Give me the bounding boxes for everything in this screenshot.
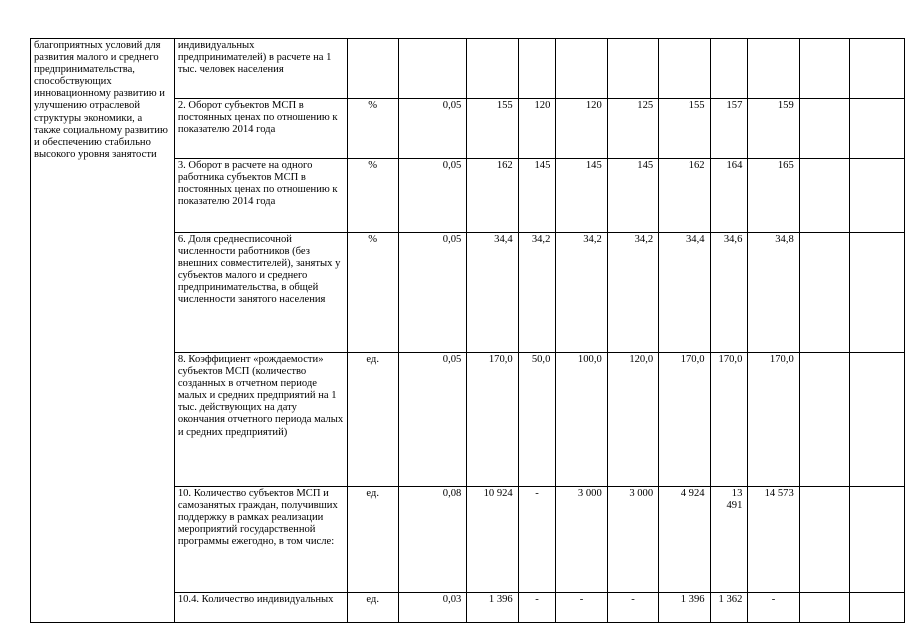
unit-cell: % xyxy=(347,99,398,159)
value-cell: 34,8 xyxy=(748,233,799,353)
value-cell xyxy=(850,487,905,593)
value-cell: 164 xyxy=(710,159,748,233)
value-cell xyxy=(556,39,607,99)
value-cell: 34,2 xyxy=(556,233,607,353)
unit-cell: ед. xyxy=(347,593,398,623)
value-cell: 145 xyxy=(556,159,607,233)
value-cell: 34,4 xyxy=(467,233,518,353)
value-cell: 50,0 xyxy=(518,353,556,487)
value-cell: 13 491 xyxy=(710,487,748,593)
value-cell: - xyxy=(556,593,607,623)
unit-cell xyxy=(347,39,398,99)
value-cell: 34,2 xyxy=(607,233,658,353)
indicator-cell: индивидуальных предпринимателей) в расчете на 1 тыс. человек населения xyxy=(174,39,347,99)
value-cell xyxy=(799,233,850,353)
indicator-cell: 10. Количество субъектов МСП и самозанятых граждан, получивших поддержку в рамках реализации мероприятий государственной программы ежегодно, в том числе: xyxy=(174,487,347,593)
value-cell xyxy=(799,39,850,99)
value-cell: 125 xyxy=(607,99,658,159)
value-cell: 170,0 xyxy=(748,353,799,487)
value-cell: - xyxy=(607,593,658,623)
table-row xyxy=(31,39,905,99)
value-cell xyxy=(799,593,850,623)
value-cell: 170,0 xyxy=(710,353,748,487)
unit-cell: % xyxy=(347,159,398,233)
unit-cell: ед. xyxy=(347,487,398,593)
weight-cell: 0,05 xyxy=(398,159,467,233)
value-cell: 120,0 xyxy=(607,353,658,487)
value-cell: 162 xyxy=(467,159,518,233)
value-cell: 3 000 xyxy=(556,487,607,593)
value-cell: 34,6 xyxy=(710,233,748,353)
indicator-cell: 8. Коэффициент «рождаемости» субъектов МСП (количество созданных в отчетном периоде малых и средних предприятий на 1 тыс. действующих на дату окончания отчетного периода малых и средних предприятий) xyxy=(174,353,347,487)
value-cell xyxy=(748,39,799,99)
value-cell: 165 xyxy=(748,159,799,233)
value-cell xyxy=(850,159,905,233)
value-cell xyxy=(850,233,905,353)
value-cell: - xyxy=(518,593,556,623)
value-cell: 155 xyxy=(467,99,518,159)
value-cell: 145 xyxy=(518,159,556,233)
unit-cell: ед. xyxy=(347,353,398,487)
value-cell: 159 xyxy=(748,99,799,159)
value-cell xyxy=(799,353,850,487)
weight-cell: 0,08 xyxy=(398,487,467,593)
table-body xyxy=(31,39,905,623)
value-cell xyxy=(850,353,905,487)
value-cell xyxy=(799,99,850,159)
value-cell: 1 396 xyxy=(467,593,518,623)
value-cell: 4 924 xyxy=(659,487,710,593)
value-cell: 34,4 xyxy=(659,233,710,353)
weight-cell xyxy=(398,39,467,99)
value-cell: 1 396 xyxy=(659,593,710,623)
value-cell: 170,0 xyxy=(659,353,710,487)
value-cell: 3 000 xyxy=(607,487,658,593)
goal-cell: благоприятных условий для развития малого и среднего предпринимательства, способствующих инновационному развитию и улучшению отраслевой структуры экономики, а также социальному развитию и обеспечению стабильно высокого уровня занятости xyxy=(31,39,175,623)
indicators-table xyxy=(30,38,905,623)
value-cell: 145 xyxy=(607,159,658,233)
value-cell: 1 362 xyxy=(710,593,748,623)
indicator-cell: 10.4. Количество индивидуальных xyxy=(174,593,347,623)
value-cell: 120 xyxy=(518,99,556,159)
value-cell: 120 xyxy=(556,99,607,159)
weight-cell: 0,05 xyxy=(398,99,467,159)
value-cell: 157 xyxy=(710,99,748,159)
value-cell: 155 xyxy=(659,99,710,159)
indicator-cell: 3. Оборот в расчете на одного работника субъектов МСП в постоянных ценах по отношению к показателю 2014 года xyxy=(174,159,347,233)
value-cell xyxy=(659,39,710,99)
value-cell xyxy=(710,39,748,99)
value-cell: - xyxy=(748,593,799,623)
value-cell xyxy=(850,99,905,159)
value-cell xyxy=(799,487,850,593)
value-cell: 100,0 xyxy=(556,353,607,487)
value-cell: 14 573 xyxy=(748,487,799,593)
value-cell xyxy=(518,39,556,99)
value-cell: - xyxy=(518,487,556,593)
value-cell xyxy=(850,593,905,623)
value-cell: 170,0 xyxy=(467,353,518,487)
indicator-cell: 6. Доля среднесписочной численности работников (без внешних совместителей), занятых у субъектов малого и среднего предпринимательства, в общей численности занятого населения xyxy=(174,233,347,353)
value-cell xyxy=(607,39,658,99)
value-cell: 162 xyxy=(659,159,710,233)
value-cell xyxy=(799,159,850,233)
weight-cell: 0,05 xyxy=(398,233,467,353)
unit-cell: % xyxy=(347,233,398,353)
value-cell xyxy=(467,39,518,99)
value-cell: 10 924 xyxy=(467,487,518,593)
weight-cell: 0,05 xyxy=(398,353,467,487)
indicator-cell: 2. Оборот субъектов МСП в постоянных ценах по отношению к показателю 2014 года xyxy=(174,99,347,159)
value-cell: 34,2 xyxy=(518,233,556,353)
weight-cell: 0,03 xyxy=(398,593,467,623)
value-cell xyxy=(850,39,905,99)
